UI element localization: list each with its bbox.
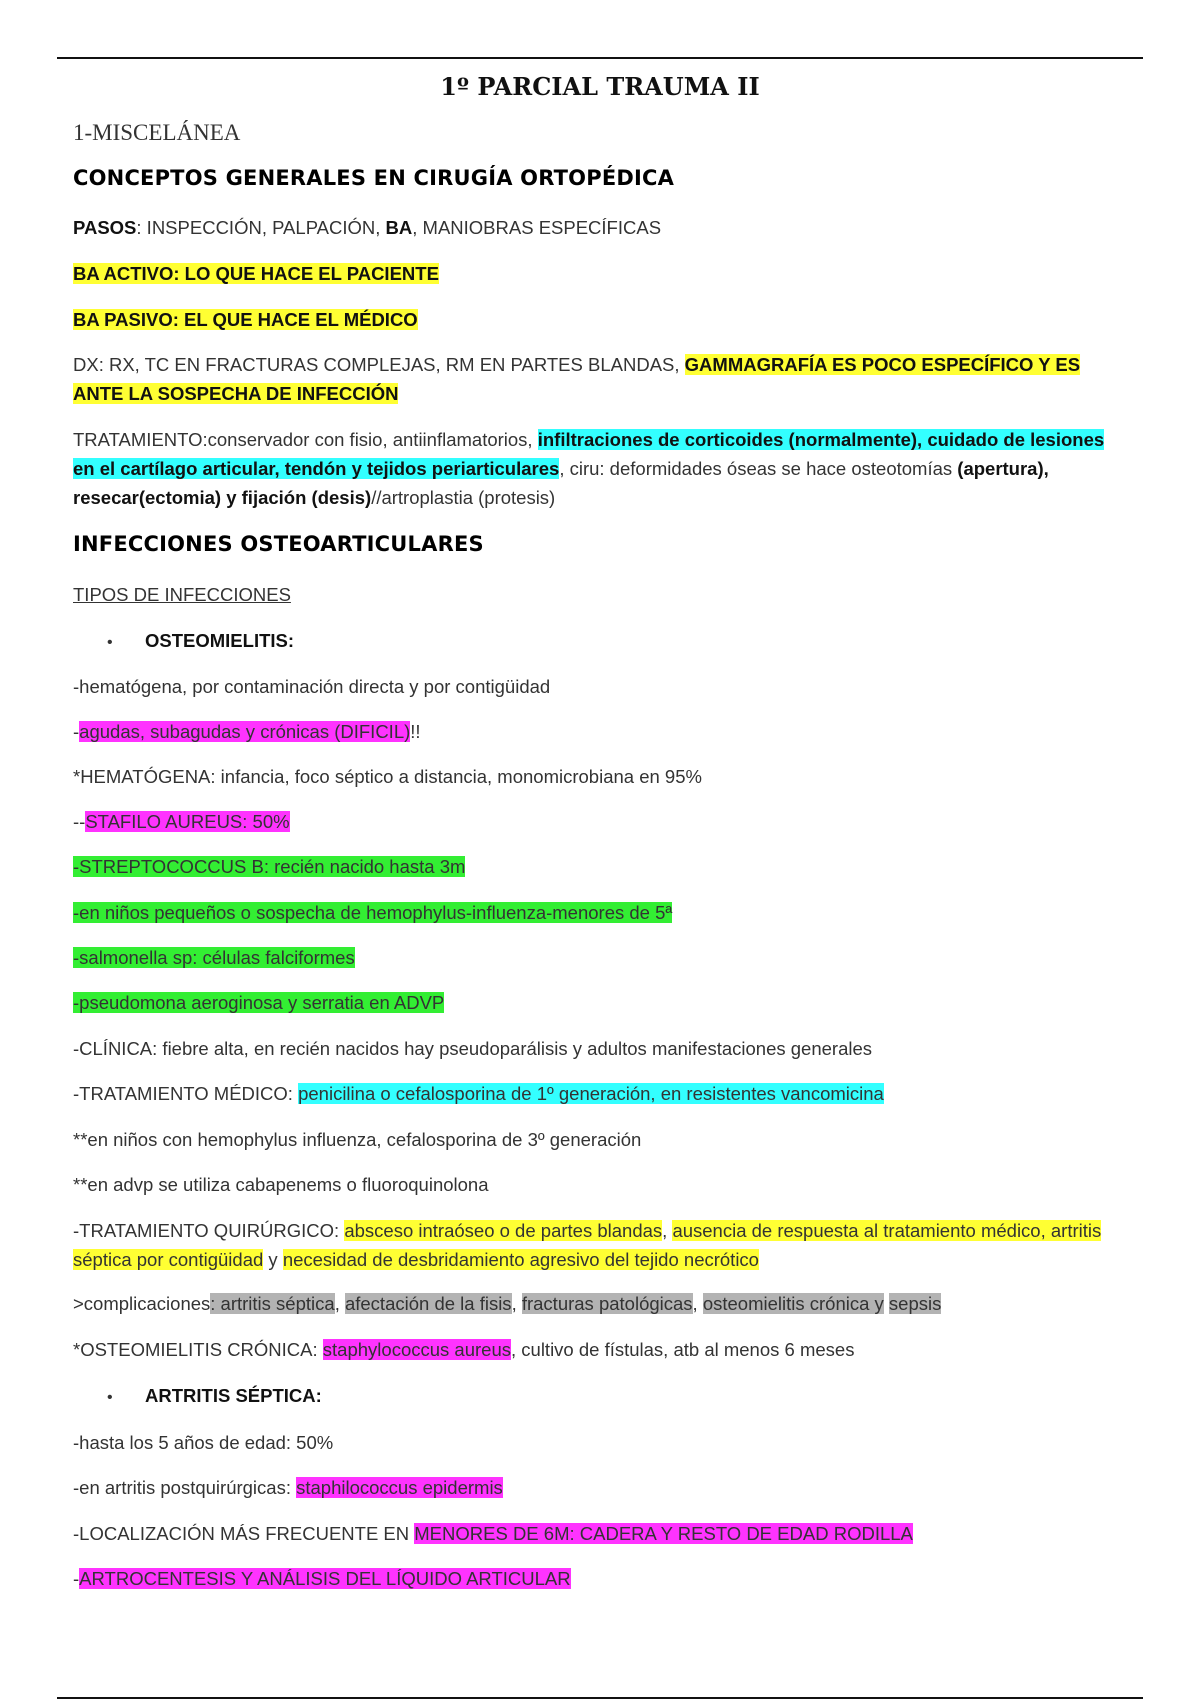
line-postquirurgicas: -en artritis postquirúrgicas: staphilococcus epidermis <box>73 1477 503 1498</box>
tipos-line: TIPOS DE INFECCIONES <box>73 584 291 605</box>
line-advp: **en advp se utiliza cabapenems o fluoroquinolona <box>73 1174 489 1195</box>
line-5anos: -hasta los 5 años de edad: 50% <box>73 1432 334 1453</box>
line-localizacion: -LOCALIZACIÓN MÁS FRECUENTE EN MENORES DE 6M: CADERA Y RESTO DE EDAD RODILLA <box>73 1523 913 1544</box>
line-complicaciones: >complicaciones: artritis séptica, afectación de la fisis, fracturas patológicas, osteomielitis crónica y sepsis <box>73 1293 942 1314</box>
section-subtitle: 1-MISCELÁNEA <box>73 120 241 145</box>
bullet-dot-icon: • <box>107 634 113 651</box>
line-stafilo: --STAFILO AUREUS: 50% <box>73 811 290 832</box>
line-clinica: -CLÍNICA: fiebre alta, en recién nacidos hay pseudoparálisis y adultos manifestaciones generales <box>73 1038 873 1059</box>
line-hematogena-star: *HEMATÓGENA: infancia, foco séptico a distancia, monomicrobiana en 95% <box>73 766 702 787</box>
line-hematogena: -hematógena, por contaminación directa y por contigüidad <box>73 676 551 697</box>
line-artrocentesis: -ARTROCENTESIS Y ANÁLISIS DEL LÍQUIDO ARTICULAR <box>73 1568 571 1589</box>
ba-activo-line: BA ACTIVO: LO QUE HACE EL PACIENTE <box>73 263 439 284</box>
tratamiento-paragraph: TRATAMIENTO:conservador con fisio, antiinflamatorios, infiltraciones de corticoides (normalmente), cuidado de lesiones en el cartílago articular, tendón y tejidos periarticulares, ciru: deformidades óseas se hace osteotomías (apertura), resecar(ectomia) y fijación (desis)//artroplastia (protesis) <box>73 429 1105 508</box>
line-pseudomona: -pseudomona aeroginosa y serratia en ADVP <box>73 992 445 1013</box>
heading-conceptos: CONCEPTOS GENERALES EN CIRUGÍA ORTOPÉDICA <box>73 166 675 190</box>
bottom-rule <box>57 1697 1143 1699</box>
line-hemophylus: **en niños con hemophylus influenza, cefalosporina de 3º generación <box>73 1129 642 1150</box>
tto-quirurgico-paragraph: -TRATAMIENTO QUIRÚRGICO: absceso intraóseo o de partes blandas, ausencia de respuesta al tratamiento médico, artritis séptica por contigüidad y necesidad de desbridamiento agresivo del tejido necrótico <box>73 1220 1102 1270</box>
top-rule <box>57 57 1143 59</box>
pasos-line: PASOS: INSPECCIÓN, PALPACIÓN, BA, MANIOBRAS ESPECÍFICAS <box>73 217 662 238</box>
page-title: 1º PARCIAL TRAUMA II <box>440 72 760 101</box>
line-strepto: -STREPTOCOCCUS B: recién nacido hasta 3m <box>73 856 466 877</box>
line-ninos: -en niños pequeños o sospecha de hemophylus-influenza-menores de 5ª <box>73 902 673 923</box>
line-salmonella: -salmonella sp: células falciformes <box>73 947 355 968</box>
dx-paragraph: DX: RX, TC EN FRACTURAS COMPLEJAS, RM EN PARTES BLANDAS, GAMMAGRAFÍA ES POCO ESPECÍFICO Y ES ANTE LA SOSPECHA DE INFECCIÓN <box>73 354 1081 404</box>
line-osteo-cronica: *OSTEOMIELITIS CRÓNICA: staphylococcus aureus, cultivo de fístulas, atb al menos 6 meses <box>73 1339 855 1360</box>
heading-infecciones: INFECCIONES OSTEOARTICULARES <box>73 532 484 556</box>
line-agudas: -agudas, subagudas y crónicas (DIFICIL)!! <box>73 721 421 742</box>
bullet-artritis: • ARTRITIS SÉPTICA: <box>107 1381 322 1412</box>
ba-pasivo-line: BA PASIVO: EL QUE HACE EL MÉDICO <box>73 309 418 330</box>
pasos-label: PASOS <box>73 217 137 238</box>
bullet-dot-icon: • <box>107 1389 113 1406</box>
line-tto-medico: -TRATAMIENTO MÉDICO: penicilina o cefalosporina de 1º generación, en resistentes vancomicina <box>73 1083 884 1104</box>
bullet-osteomielitis: • OSTEOMIELITIS: <box>107 626 294 657</box>
